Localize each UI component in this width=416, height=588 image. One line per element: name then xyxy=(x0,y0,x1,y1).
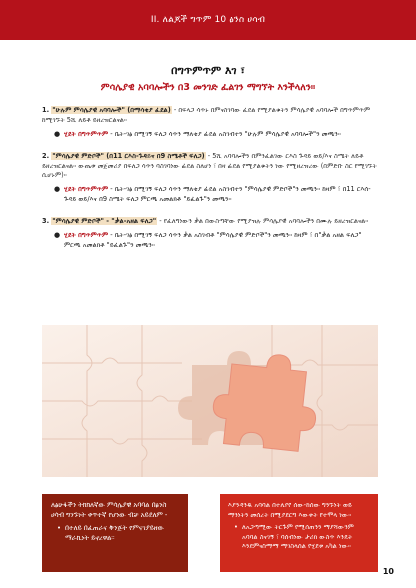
example-text: - ቤት-ገፅ በሚገኝ ፍለጋ ሳጥን ማለቂያ ፊደል አስገብተን "ምሳሌያዊ ምድቦች"ን መጫን። ከዛም ፣ በ11 ርእሰ-ጉዳይ ወይ/እና በ9 ስሜት ፍለጋ ምርጫ አመልክቶ "ይፈልጉ"ን መጫን። xyxy=(64,185,371,204)
example-text: - ቤት-ገፅ በሚገኝ ፍለጋ ሳጥን ቃል አስገብቶ "ምሳሌያዊ ምድቦች"ን መጫን። ከዛም ፣ በ"ቃል አዘል ፍለጋ" ምርጫ አመልክቶ "ይፈልጉ"ን መጫን። xyxy=(64,231,362,249)
item-number: 2. xyxy=(42,151,50,160)
page-title: በግጥምጥም እገ ፣ xyxy=(171,64,245,77)
item-description: - በፍላጋ ሳጥኑ በምናስገባው ፈደል የሚያልቁትን ምሳሌያዊ አባባሎች በግጥምጥም ከሚገኙት 5ሺ ለይቶ ይዘረዝርልናል። xyxy=(42,106,371,124)
method-item-1 xyxy=(42,106,378,140)
example-text: - ቤት-ገፅ በሚገኝ ፍለጋ ሳጥን ማለቂያ ፊደል አስገብተን "ሁሉም ምሳሌያዊ አባባሎች"ን መጫን። xyxy=(110,129,341,138)
example-label: ሂደት በግጥምጥም xyxy=(64,129,109,138)
info-box-bullet xyxy=(51,524,179,544)
example-label: ሂደት በግጥምጥም xyxy=(64,185,109,194)
item-example xyxy=(42,231,378,251)
method-item-3 xyxy=(42,217,378,251)
item-description: - 5ሺ አባባሎችን በምንፈልገው ርእስ ጉዳይ ወይ/እና ስሜት ለይቶ ይዘረዝርልናል። ውጤቱ መጀመሪያ በፍለጋ ሳጥን ባስገባነው ፊደል ስለሆነ ፣ በዛ ፊደል የሚያልቁትን ነው የሚዘረዝረው (በምድቡ ስር የሚገኙት ሲሆኑም)። xyxy=(42,151,377,180)
item-example xyxy=(42,185,378,205)
item-name: "ምሳሌያዊ ምድቦች" (በ11 ርእስ-ጉዳይና በ9 ስሜቶች ፍለጋ) xyxy=(52,151,205,160)
bullet-icon: ● xyxy=(54,129,61,138)
puzzle-pieces-image xyxy=(42,325,378,477)
example-label: ሂደት በግጥምጥም xyxy=(64,231,109,240)
bullet-icon: ● xyxy=(54,185,61,194)
method-item-2 xyxy=(42,152,378,205)
page-subtitle: ምሳሌያዊ አባባሎችን በ3 መንገድ ፈልገን ማግኘት እንችላለን። xyxy=(100,82,316,93)
item-description: - የፈለግነውን ቃል በውስጣቸው የሚያዝሉ ምሳሌያዊ አባባሎችን በሙሉ ይዘረዝርልናል። xyxy=(159,217,369,226)
info-box-light xyxy=(220,494,378,572)
header-title: II. ለልጆች ግጥም 10 ፅንስ ሀሳብ xyxy=(150,15,266,25)
info-box-dark xyxy=(42,494,188,572)
item-name: "ሁሉም ምሳሌያዊ አባባሎች" (በማሳቂያ ፈደል) xyxy=(52,106,171,114)
bullet-icon: • xyxy=(234,523,238,532)
info-box-bullet-text: በተለይ በፈጠራና ቅንጅት የምናገያይዘው ማራኪነት ይኖረዋል። xyxy=(65,523,164,542)
bullet-icon: • xyxy=(57,523,62,532)
page-number: 10 xyxy=(382,567,394,576)
item-name: "ምሳሌያዊ ምድቦች" - "ቃል-አዘል ፍለጋ" xyxy=(52,217,157,226)
item-number: 3. xyxy=(42,217,50,226)
info-box-text: ለፅሁፋችን ትክክለኛው ምሳሌያዊ አባባል በፅንስ ሀሳብ ግንኙነት ቀጥተኛ የሆነው ብቻ አይደለም - xyxy=(51,501,168,519)
info-box-text: እያንዳንዱ አባባል በተለያየ ሰው-ከሰው ግንኙነት ወይ ማንነትን መሰረት በሚያደርግ እውቀት የተሞላ ነው። xyxy=(228,501,352,519)
item-number: 1. xyxy=(42,106,50,114)
info-box-bullet xyxy=(228,523,370,552)
method-list xyxy=(42,106,378,263)
bullet-icon: ● xyxy=(54,231,61,240)
item-example xyxy=(42,130,378,140)
header-band xyxy=(0,0,416,40)
title-block xyxy=(0,64,416,93)
puzzle-illustration xyxy=(42,325,378,477)
info-box-bullet-text: ለአጋጣሚው ትርጉም የሚሰጠንን ማያሻውንም አባባል ስናገኝ ፣ ባሰብነው ታሪክ ውስጥ እንዴት እንደምናስማማ ማገስላሰል የሂደቱ አካል ነው። xyxy=(242,523,354,551)
